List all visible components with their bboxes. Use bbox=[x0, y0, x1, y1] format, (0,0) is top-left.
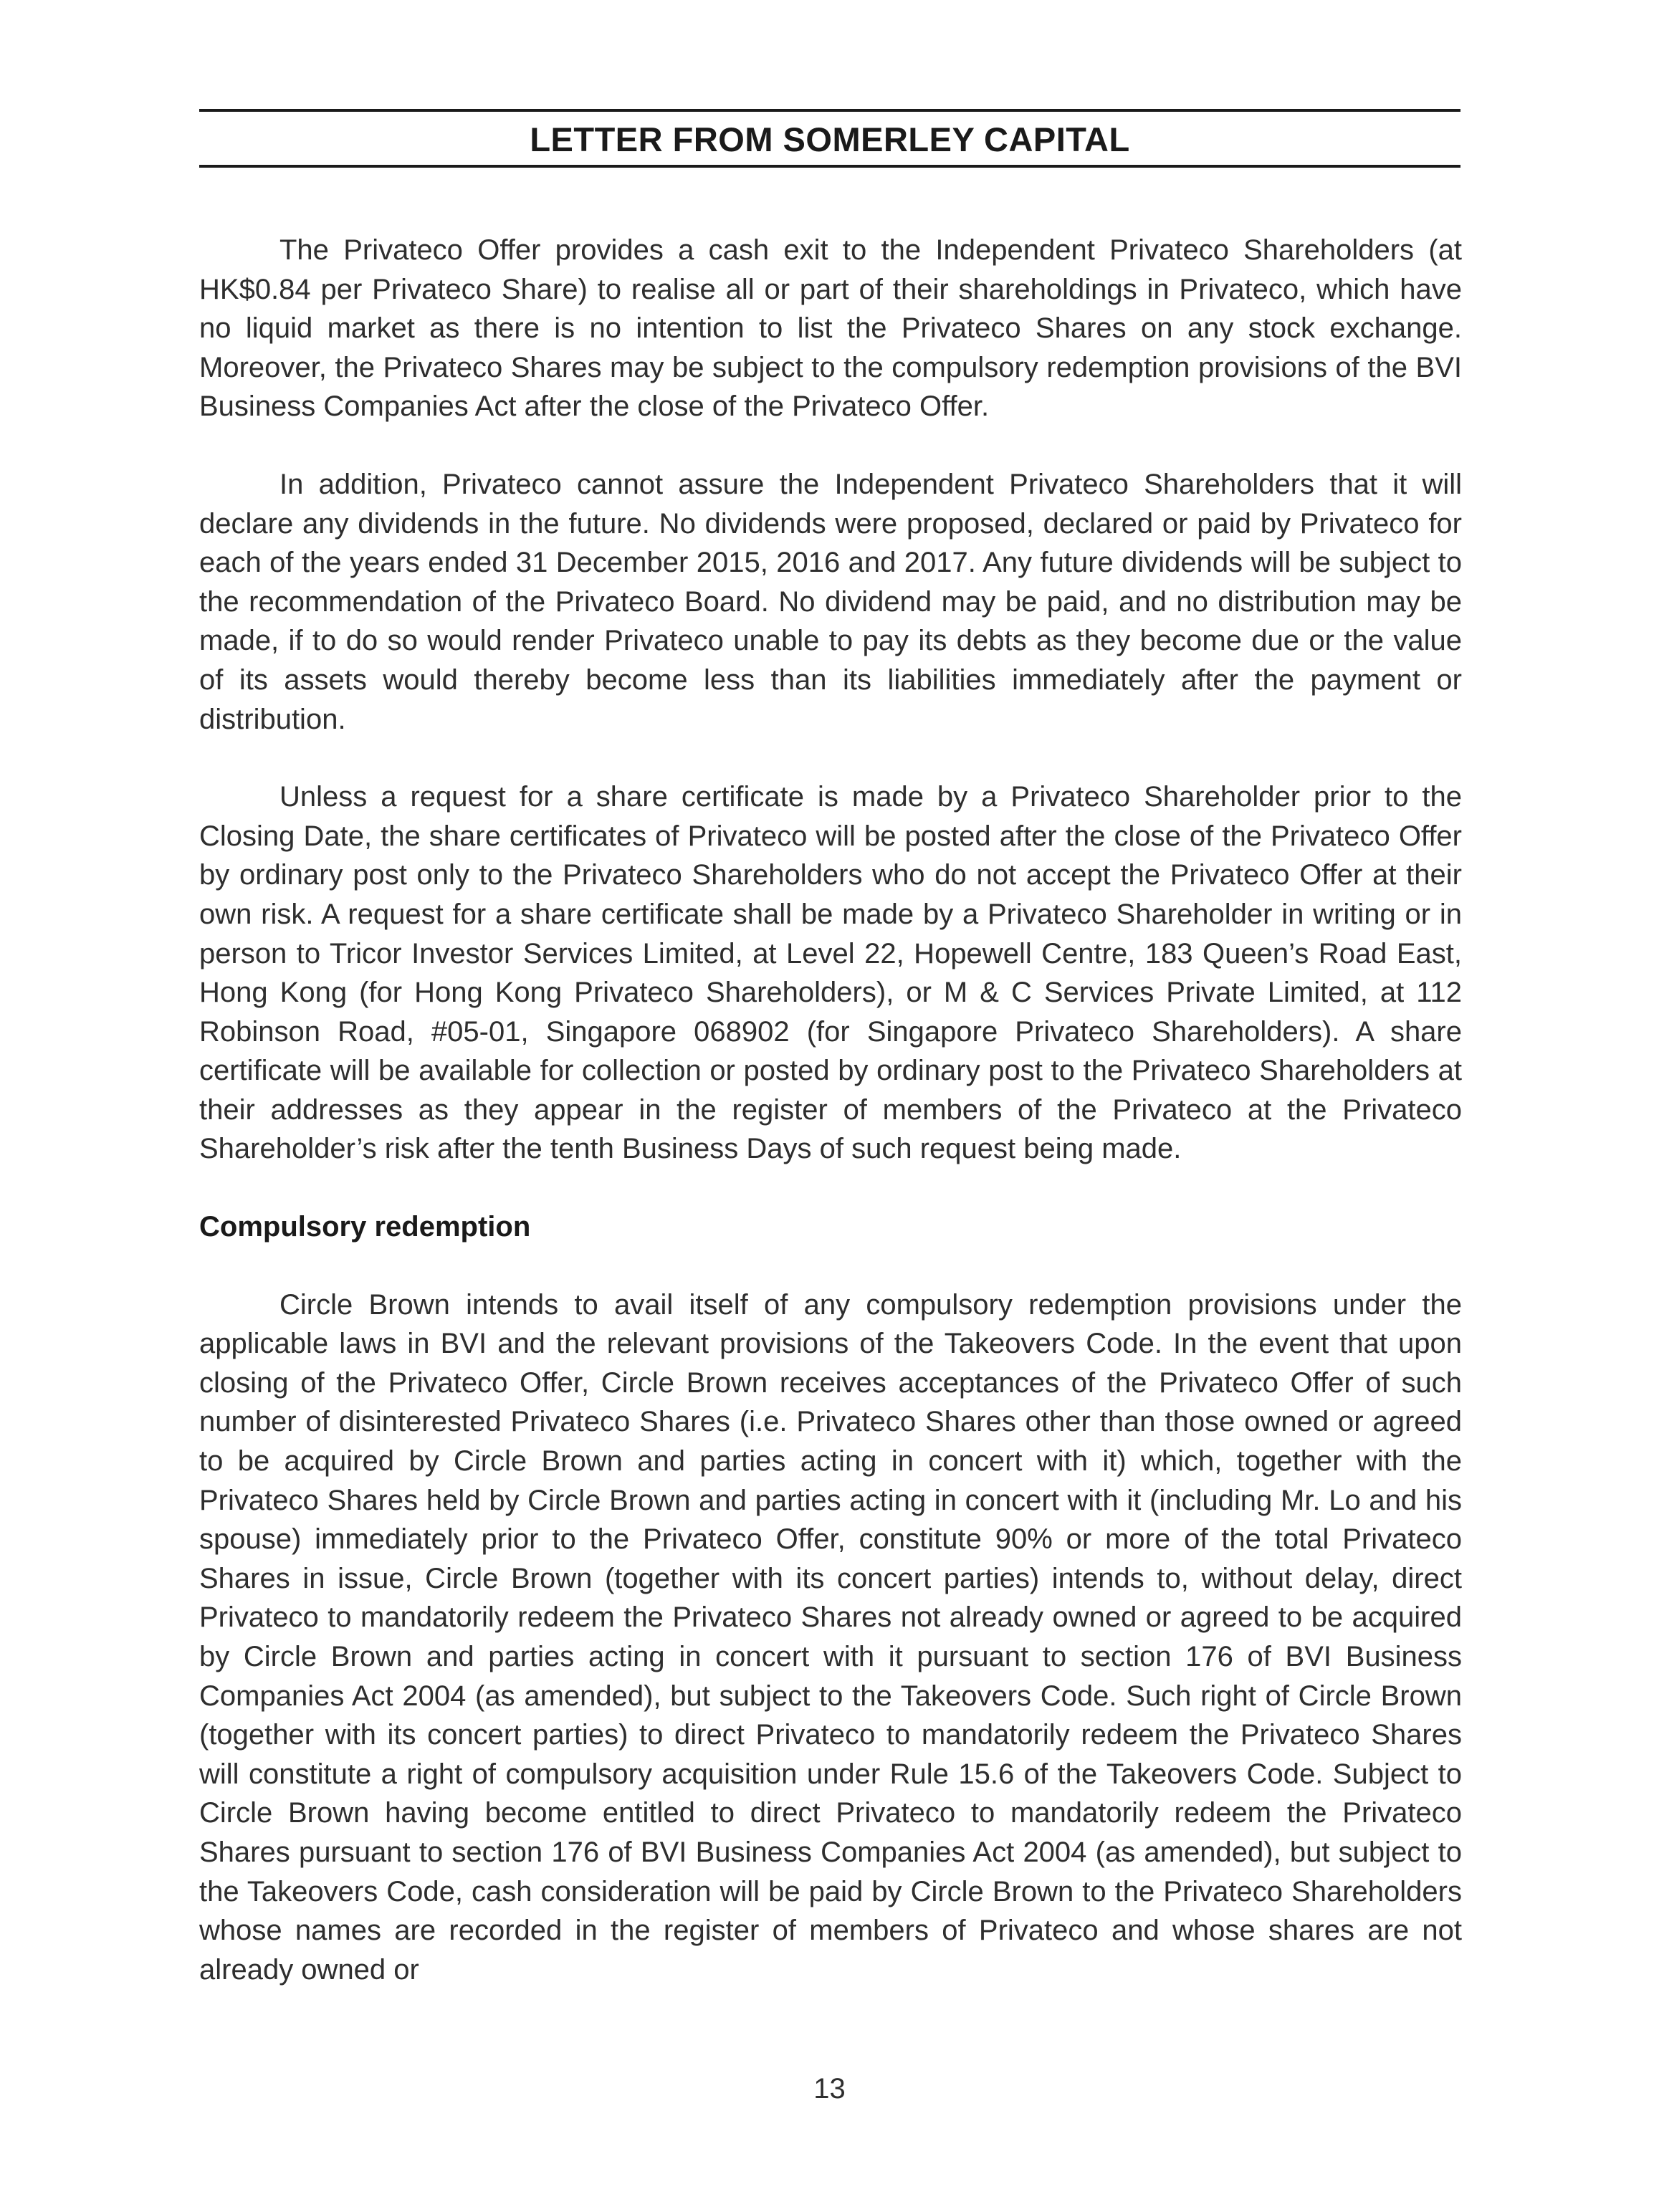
document-body bbox=[199, 231, 1462, 2028]
paragraph-share-certificates: Unless a request for a share certificate is made by a Privateco Shareholder prior to the Closing Date, the share certificates of Privateco will be posted after the close of the Privateco Offer by ordinary post only to the Privateco Shareholders who do not accept the Privateco Offer at their own risk. A request for a share certificate shall be made by a Privateco Shareholder in writing or in person to Tricor Investor Services Limited, at Level 22, Hopewell Centre, 183 Queen’s Road East, Hong Kong (for Hong Kong Privateco Shareholders), or M & C Services Private Limited, at 112 Robinson Road, #05-01, Singapore 068902 (for Singapore Privateco Shareholders). A share certificate will be available for collection or posted by ordinary post to the Privateco Shareholders at their addresses as they appear in the register of members of the Privateco at the Privateco Shareholder’s risk after the tenth Business Days of such request being made. bbox=[199, 781, 1462, 1165]
header-top-rule bbox=[199, 109, 1460, 112]
header-bottom-rule bbox=[199, 165, 1460, 168]
page-number: 13 bbox=[813, 2073, 846, 2105]
paragraph-compulsory-redemption: Circle Brown intends to avail itself of any compulsory redemption provisions under the applicable laws in BVI and the relevant provisions of the Takeovers Code. In the event that upon closing of the Privateco Offer, Circle Brown receives acceptances of the Privateco Offer of such number of disinterested Privateco Shares (i.e. Privateco Shares other than those owned or agreed to be acquired by Circle Brown and parties acting in concert with it) which, together with the Privateco Shares held by Circle Brown and parties acting in concert with it (including Mr. Lo and his spouse) immediately prior to the Privateco Offer, constitute 90% or more of the total Privateco Shares in issue, Circle Brown (together with its concert parties) intends to, without delay, direct Privateco to mandatorily redeem the Privateco Shares not already owned or agreed to be acquired by Circle Brown and parties acting in concert with it pursuant to section 176 of BVI Business Companies Act 2004 (as amended), but subject to the Takeovers Code. Such right of Circle Brown (together with its concert parties) to direct Privateco to mandatorily redeem the Privateco Shares will constitute a right of compulsory acquisition under Rule 15.6 of the Takeovers Code. Subject to Circle Brown having become entitled to direct Privateco to mandatorily redeem the Privateco Shares pursuant to section 176 of BVI Business Companies Act 2004 (as amended), but subject to the Takeovers Code, cash consideration will be paid by Circle Brown to the Privateco Shareholders whose names are recorded in the register of members of Privateco and whose shares are not already owned or bbox=[199, 1288, 1462, 1986]
paragraph-cash-exit: The Privateco Offer provides a cash exit to the Independent Privateco Shareholders (at HK$0.84 per Privateco Share) to realise all or part of their shareholdings in Privateco, which have no liquid market as there is no intention to list the Privateco Shares on any stock exchange. Moreover, the Privateco Shares may be subject to the compulsory redemption provisions of the BVI Business Companies Act after the close of the Privateco Offer. bbox=[199, 234, 1462, 423]
page-title: LETTER FROM SOMERLEY CAPITAL bbox=[530, 120, 1130, 158]
section-heading: Compulsory redemption bbox=[199, 1211, 531, 1243]
paragraph-dividends: In addition, Privateco cannot assure the Independent Privateco Shareholders that it will declare any dividends in the future. No dividends were proposed, declared or paid by Privateco for each of the years ended 31 December 2015, 2016 and 2017. Any future dividends will be subject to the recommendation of the Privateco Board. No dividend may be paid, and no distribution may be made, if to do so would render Privateco unable to pay its debts as they become due or the value of its assets would thereby become less than its liabilities immediately after the payment or distribution. bbox=[199, 468, 1462, 735]
